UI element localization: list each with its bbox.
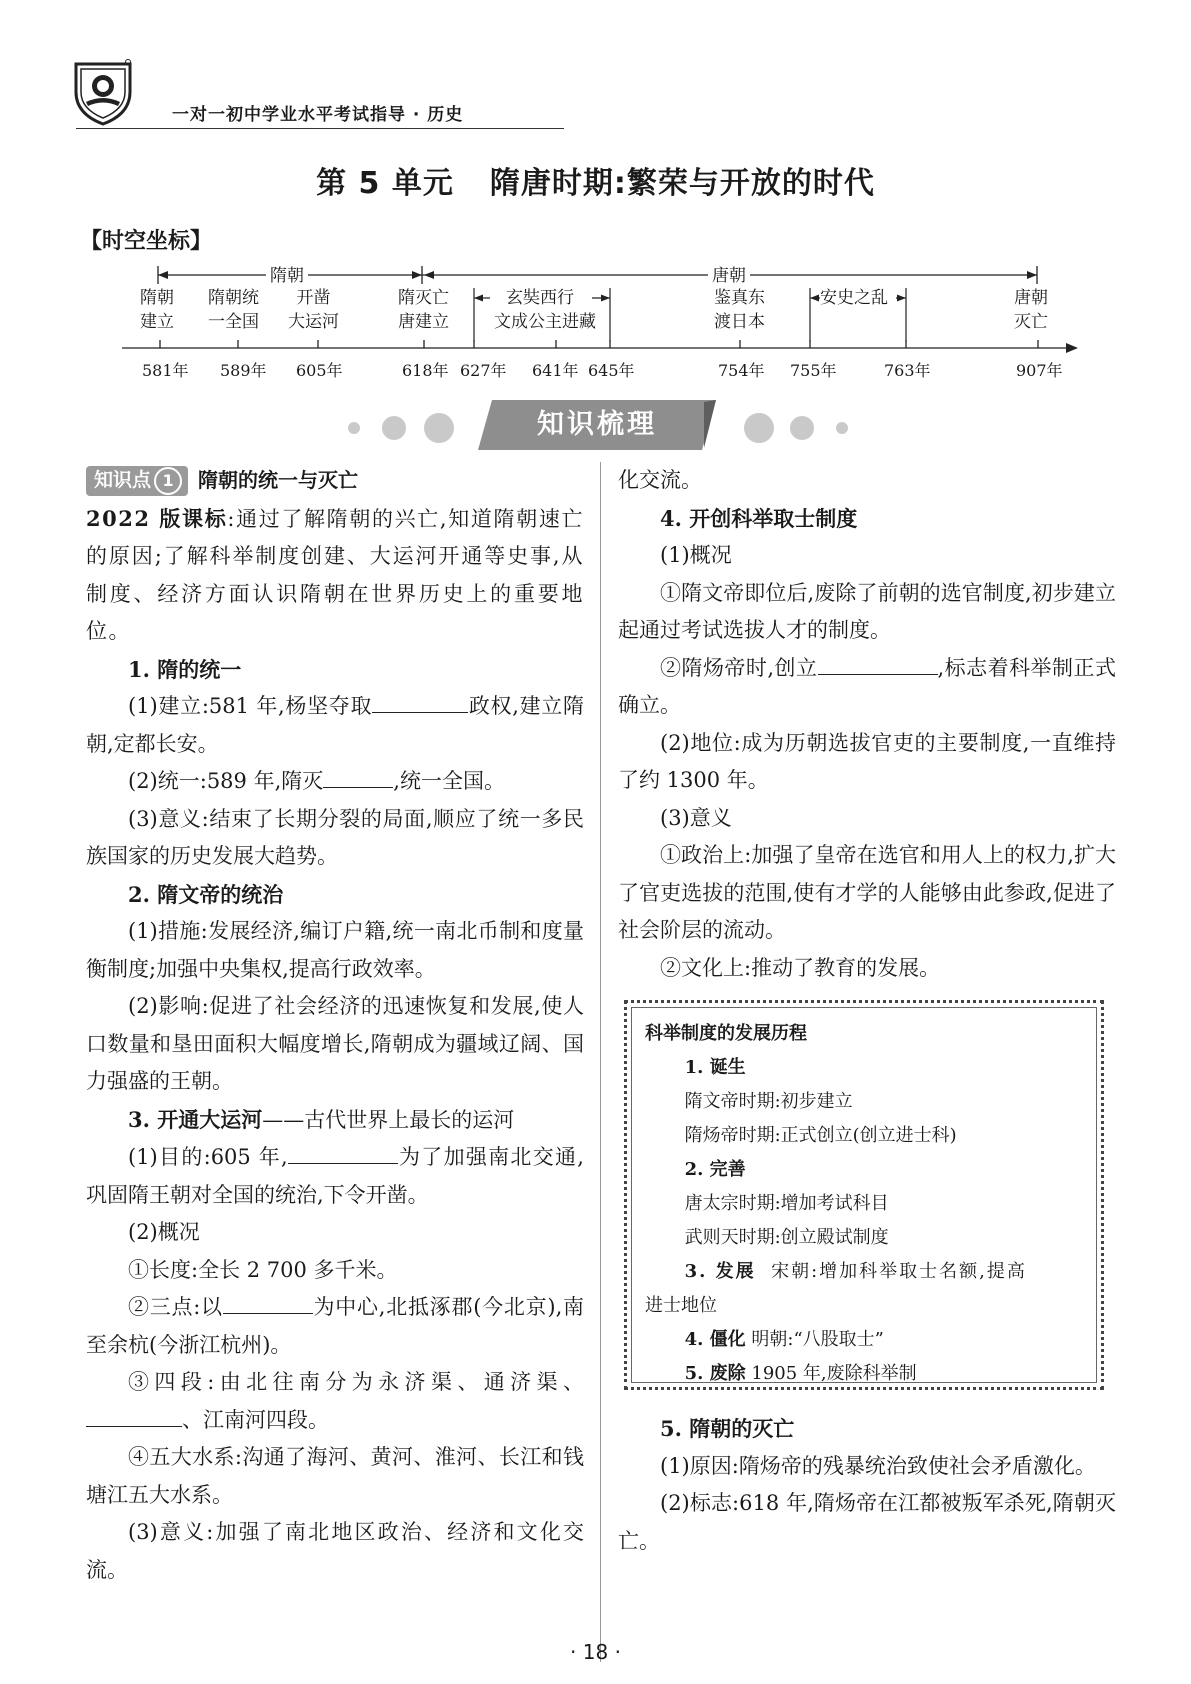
fill-blank[interactable] [372, 690, 468, 713]
box-line: 3. 发展 宋朝:增加科举取士名额,提高 [684, 1261, 1027, 1282]
paragraph: ④五大水系:沟通了海河、黄河、淮河、长江和钱塘江五大水系。 [86, 1445, 584, 1507]
box-line: 2. 完善 [684, 1159, 746, 1180]
timeline-event: 玄奘西行 文成公主进藏 [494, 288, 596, 332]
box-title: 科举制度的发展历程 [645, 1023, 807, 1044]
knowledge-point-number: 1 [154, 467, 182, 495]
timeline-event: 唐朝 灭亡 [1014, 288, 1048, 332]
paragraph: (2)统一:589 年,隋灭 ,统一全国。 [86, 763, 584, 801]
timeline-year: 581年 [142, 361, 189, 380]
paragraph: (2)影响:促进了社会经济的迅速恢复和发展,使人口数量和垦田面积大幅度增长,隋朝成为疆域辽阔、国力强盛的王朝。 [86, 994, 584, 1093]
page-number: · 18 · [570, 1640, 621, 1664]
banner-dot [836, 422, 848, 434]
timeline-year: 763年 [884, 361, 931, 380]
paragraph-continuation: 化交流。 [618, 468, 702, 492]
fill-blank[interactable] [86, 1404, 182, 1427]
paragraph: (3)意义:结束了长期分裂的局面,顺应了统一多民族国家的历史发展大趋势。 [86, 806, 584, 868]
timeline-event: 隋朝统 一全国 [208, 288, 259, 332]
box-line: 隋文帝时期:初步建立 [684, 1091, 853, 1112]
paragraph: (3)意义 [660, 805, 732, 830]
paragraph: ③四段:由北往南分为永济渠、通济渠、、江南河四段。 [86, 1364, 584, 1439]
banner-dot [348, 422, 360, 434]
paragraph: ①政治上:加强了皇帝在选官和用人上的权力,扩大了官吏选拔的范围,使有才学的人能够由此参政,促进了社会阶层的流动。 [618, 843, 1116, 942]
column-divider [600, 462, 601, 1662]
timeline-event: 隋灭亡 唐建立 [398, 288, 449, 332]
banner-dot [424, 413, 454, 443]
timeline-event: 开凿 大运河 [288, 288, 339, 332]
timeline-year: 618年 [402, 361, 449, 380]
spacetime-heading: 【时空坐标】 [80, 229, 213, 254]
paragraph: ①隋文帝即位后,废除了前朝的选官制度,初步建立起通过考试选拔人才的制度。 [618, 580, 1116, 642]
knowledge-point-heading [86, 462, 584, 500]
timeline-year: 645年 [588, 361, 635, 380]
timeline-year: 605年 [296, 361, 343, 380]
box-line: 武则天时期:创立殿试制度 [684, 1227, 889, 1248]
book-title: 一对一初中学业水平考试指导 · 历史 [172, 105, 464, 125]
paragraph: ②文化上:推动了教育的发展。 [660, 955, 941, 980]
subsection-title: 5. 隋朝的灭亡 [660, 1416, 795, 1441]
paragraph: ②三点:以 为中心,北抵涿郡(今北京),南至余杭(今浙江杭州)。 [86, 1289, 584, 1364]
box-line: 4. 僵化 明朝:“八股取士” [684, 1329, 884, 1350]
timeline-year: 627年 [460, 361, 507, 380]
school-logo [72, 58, 134, 126]
unit-label: 第 5 单元 [316, 166, 454, 201]
knowledge-point-title: 隋朝的统一与灭亡 [198, 468, 359, 492]
exam-system-box [624, 1000, 1104, 1390]
paragraph: (1)概况 [660, 543, 732, 567]
banner-dot [744, 413, 774, 443]
timeline-year: 754年 [718, 361, 765, 380]
fill-blank[interactable] [323, 765, 393, 788]
paragraph: (1)原因:隋炀帝的残暴统治致使社会矛盾激化。 [660, 1453, 1096, 1478]
timeline-event: 安史之乱 [820, 288, 888, 308]
paragraph: (1)措施:发展经济,编订户籍,统一南北币制和度量衡制度;加强中央集权,提高行政效率。 [86, 919, 584, 981]
header-rule [76, 128, 564, 129]
timeline-year: 907年 [1016, 361, 1063, 380]
timeline-year: 589年 [220, 361, 267, 380]
unit-title [0, 158, 1191, 202]
timeline-event: 隋朝 建立 [140, 288, 174, 332]
box-line: 唐太宗时期:增加考试科目 [684, 1193, 889, 1214]
paragraph: (2)地位:成为历朝选拔官吏的主要制度,一直维持了约 1300 年。 [618, 730, 1116, 792]
era-label-sui: 隋朝 [266, 264, 308, 288]
subsection-title: 2. 隋文帝的统治 [128, 881, 284, 907]
box-line: 进士地位 [645, 1295, 717, 1316]
paragraph: (3)意义:加强了南北地区政治、经济和文化交流。 [86, 1520, 584, 1582]
timeline-year: 755年 [790, 361, 837, 380]
timeline-event: 鉴真东 渡日本 [714, 288, 765, 332]
paragraph: (1)目的:605 年, 为了加强南北交通,巩固隋王朝对全国的统治,下令开凿。 [86, 1139, 584, 1214]
paragraph: ②隋炀帝时,创立 ,标志着科举制正式确立。 [618, 650, 1116, 725]
unit-name: 隋唐时期:繁荣与开放的时代 [489, 166, 875, 201]
banner-dot [790, 416, 814, 440]
box-line: 5. 废除 1905 年,废除科举制 [684, 1363, 917, 1384]
banner-label: 知识梳理 [537, 409, 657, 440]
timeline-year: 641年 [532, 361, 579, 380]
box-line: 隋炀帝时期:正式创立(创立进士科) [684, 1125, 957, 1146]
paragraph: (2)概况 [128, 1220, 200, 1244]
paragraph: ①长度:全长 2 700 多千米。 [128, 1257, 398, 1282]
box-line: 1. 诞生 [684, 1057, 746, 1078]
right-column-lower [618, 1410, 1116, 1560]
subsection-title: 4. 开创科举取士制度 [660, 505, 858, 531]
era-label-tang: 唐朝 [708, 264, 750, 288]
subsection-title: 3. 开通大运河——古代世界上最长的运河 [128, 1106, 515, 1132]
paragraph: (1)建立:581 年,杨坚夺取 政权,建立隋朝,定都长安。 [86, 688, 584, 763]
fill-blank[interactable] [818, 652, 938, 675]
fill-blank[interactable] [288, 1141, 398, 1164]
banner-dot [382, 416, 406, 440]
fill-blank[interactable] [223, 1291, 313, 1314]
knowledge-point-tag: 知识点 1 [86, 466, 188, 496]
subsection-title: 1. 隋的统一 [128, 656, 242, 682]
right-column [618, 462, 1116, 987]
left-column [86, 462, 584, 1582]
curriculum-standard: 2022 版课标:通过了解隋朝的兴亡,知道隋朝速亡的原因;了解科举制度创建、大运河开通等史事,从制度、经济方面认识隋朝在世界历史上的重要地位。 [86, 505, 584, 643]
paragraph: (2)标志:618 年,隋炀帝在江都被叛军杀死,隋朝灭亡。 [618, 1491, 1116, 1553]
